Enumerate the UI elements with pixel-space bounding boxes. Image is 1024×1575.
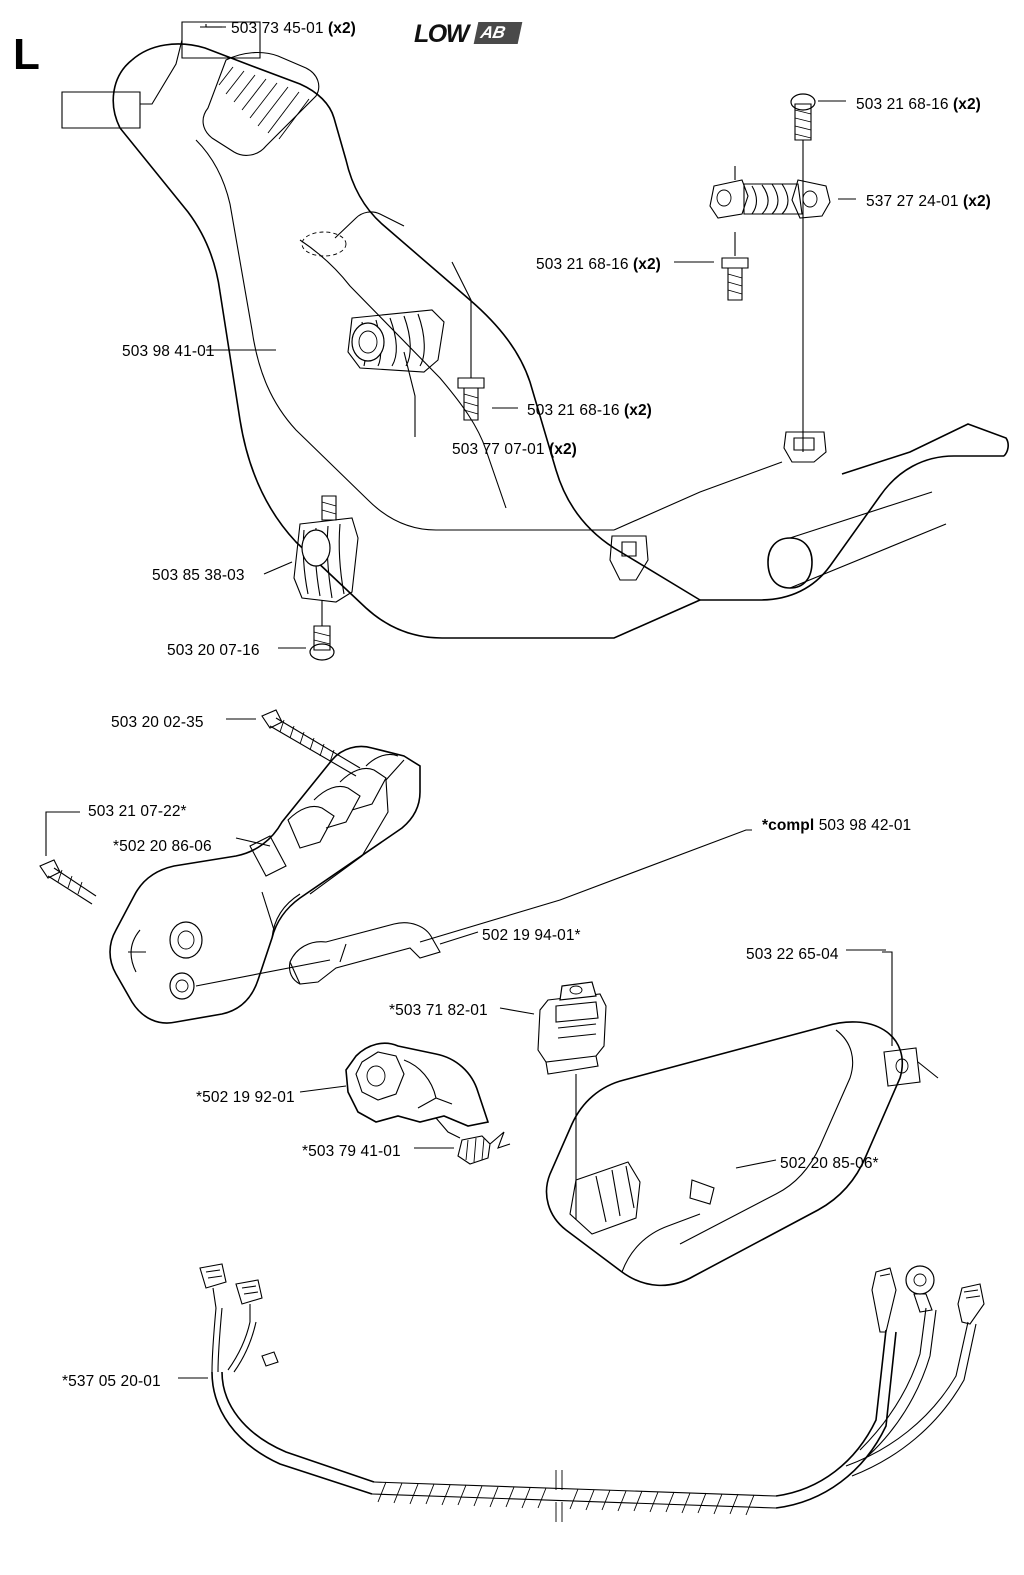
label-top-handle-pads <box>231 20 356 38</box>
label-throttle-trigger <box>196 1089 295 1107</box>
label-text: 503 21 68-16 <box>536 256 629 273</box>
label-text: 503 20 07-16 <box>167 642 260 659</box>
label-text: 502 19 94-01* <box>482 927 581 944</box>
label-text: 503 77 07-01 <box>452 441 545 458</box>
handle-frame-drawing <box>62 22 1008 638</box>
label-text: 503 98 42-01 <box>818 817 912 834</box>
label-text: 503 73 45-01 <box>231 20 324 37</box>
label-text: *537 05 20-01 <box>62 1373 161 1390</box>
label-handle-frame <box>122 343 215 361</box>
spring-damper-small-drawing <box>348 310 444 437</box>
screw-left-drawing <box>40 812 96 904</box>
label-screw-middle <box>536 256 661 274</box>
label-text: 503 85 38-03 <box>152 567 245 584</box>
label-long-screw <box>111 714 204 732</box>
label-spring-damper-large <box>152 567 245 585</box>
long-screw-drawing <box>226 710 360 776</box>
throttle-trigger-drawing <box>300 1043 488 1138</box>
label-text: 503 21 68-16 <box>527 402 620 419</box>
label-text: *503 71 82-01 <box>389 1002 488 1019</box>
housing-half-left-drawing <box>110 747 420 1024</box>
label-text: 503 20 02-35 <box>111 714 204 731</box>
brand-logo-text: LOW <box>414 20 468 48</box>
label-text: 537 27 24-01 <box>866 193 959 210</box>
label-switch <box>389 1002 488 1020</box>
label-suffix: (x2) <box>623 402 652 419</box>
label-cable-clip <box>746 946 839 964</box>
label-text: *502 19 92-01 <box>196 1089 295 1106</box>
label-compl-assembly <box>762 817 911 835</box>
label-suffix: (x2) <box>327 20 356 37</box>
label-housing-half <box>113 838 212 856</box>
label-text: *503 79 41-01 <box>302 1143 401 1160</box>
label-prefix: *compl <box>762 817 815 834</box>
label-screw-bottom <box>167 642 260 660</box>
label-text: *502 20 86-06 <box>113 838 212 855</box>
label-text: 502 20 85-06* <box>780 1155 879 1172</box>
label-wiring-harness <box>62 1373 161 1391</box>
label-text: 503 98 41-01 <box>122 343 215 360</box>
screw-top-right-drawing <box>791 94 846 452</box>
label-screw-top-right <box>856 96 981 114</box>
label-suffix: (x2) <box>632 256 661 273</box>
label-suffix: (x2) <box>548 441 577 458</box>
label-suffix: (x2) <box>952 96 981 113</box>
label-throttle-lock <box>482 927 581 945</box>
label-text: 503 21 68-16 <box>856 96 949 113</box>
wiring-harness-drawing <box>178 1264 984 1522</box>
switch-drawing <box>500 982 606 1220</box>
label-spring-damper-small <box>452 441 577 459</box>
label-spring-trigger <box>302 1143 401 1161</box>
spring-trigger-drawing <box>414 1132 510 1164</box>
label-housing-half-right <box>780 1155 879 1173</box>
clamp-bracket-drawing <box>710 166 856 218</box>
label-clamp-bracket <box>866 193 991 211</box>
label-screw-left <box>88 803 187 821</box>
label-screw-lower <box>527 402 652 420</box>
housing-half-right-drawing <box>547 1022 903 1285</box>
cable-clip-drawing <box>846 950 938 1086</box>
label-text: 503 22 65-04 <box>746 946 839 963</box>
brand-logo-badge-text: AB <box>479 23 507 42</box>
label-suffix: (x2) <box>962 193 991 210</box>
screw-middle-drawing <box>674 232 748 300</box>
plate-letter: L <box>13 30 40 79</box>
label-text: 503 21 07-22* <box>88 803 187 820</box>
throttle-lock-drawing <box>289 923 478 984</box>
